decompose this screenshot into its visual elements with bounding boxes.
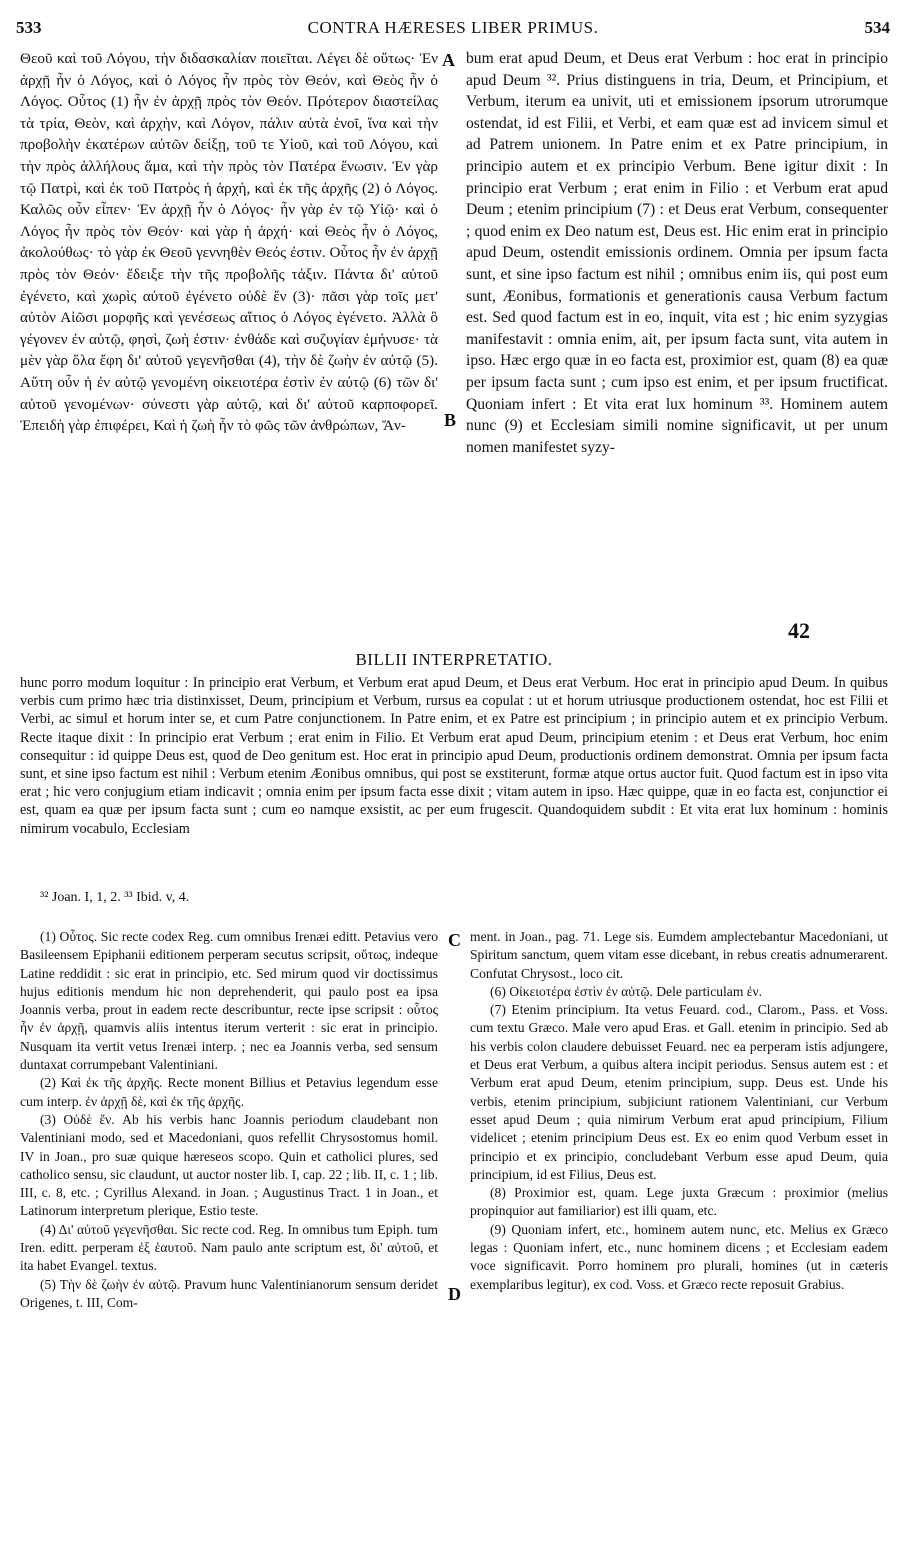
note-8: (8) Proximior est, quam. Lege juxta Græcum : proximior (melius propinquior aut familiarior) est illi quam, etc. xyxy=(470,1185,888,1219)
note-3: (3) Οὐδὲ ἕν. Ab his verbis hanc Joannis periodum claudebant non Valentiniani modo, sed et Macedoniani, quos refellit Chrysostomus homil. IV in Joan., pro suæ quique hæreseos scopo. Quin et catholici plures, sed catholico sensu, sic claudunt, ut auctor noster lib. I, cap. 22 ; lib. II, c. 1 ; lib. III, c. 8, etc. ; Cyrillus Alexand. in Joan. ; Augustinus Tract. 1 in Joan., et Latinorum interpretum plerique, Estio teste. xyxy=(20,1111,438,1219)
scripture-footnotes: ³² Joan. I, 1, 2. ³³ Ibid. v, 4. xyxy=(40,890,190,905)
note-5: (5) Τὴν δὲ ζωὴν ἐν αὐτῷ. Pravum hunc Valentinianorum sensum deridet Origenes, t. III, Com- xyxy=(20,1276,438,1310)
margin-letter-b: B xyxy=(444,410,457,430)
note-4: (4) Δι' αὐτοῦ γεγενῆσθαι. Sic recte cod. Reg. In omnibus tum Epiph. tum Iren. editt. perperam ἐξ ἑαυτοῦ. Nam paulo ante scriptum est, δι' αὐτοῦ, et ita habet Evangel. textus. xyxy=(20,1221,438,1274)
margin-letter-d: D xyxy=(448,1284,461,1304)
interpretatio-heading: BILLII INTERPRETATIO. xyxy=(355,650,553,669)
note-5-continued: ment. in Joan., pag. 71. Lege sis. Eumdem amplectebantur Macedoniani, ut Spiritum sanctum, quem vitam esse dicebant, in rebus creatis adnumerarent. Confutat Chrysost., loco cit. xyxy=(470,929,888,981)
running-title: CONTRA HÆRESES LIBER PRIMUS. xyxy=(307,18,599,37)
running-header xyxy=(16,18,890,42)
margin-letter-c: C xyxy=(448,930,461,950)
note-6: (6) Οἰκειοτέρα ἐστὶν ἐν αὐτῷ. Dele particulam ἐν. xyxy=(490,983,763,999)
margin-section-number: 42 xyxy=(788,618,810,643)
page-number-right: 534 xyxy=(864,18,890,37)
note-7: (7) Etenim principium. Ita vetus Feuard. cod., Clarom., Pass. et Voss. cum textu Græco. Male vero apud Eras. et Gall. etenim in principio. Sed ab his verbis colon claudere debuisset Feuard. nec ea perperam istis adjungere, et Deus erat Verbum, a quibus altera incipit periodus. Sensus autem est : et Verbum erat apud Deum, etenim principium, supp. Deus est. Unde his verbis, etenim principium, subjiciunt rationem Valentiniani, cur Verbum esset apud Deum ; quia nimirum Verbum erat apud principium, Filium videlicet ; etenim principium Deus est. Ex eo enim quod Verbum esset in principio et ex principio, concludebant Verbum esse apud Deum, quia principium, id est Filius, Deus est. xyxy=(470,1002,888,1182)
note-2: (2) Καὶ ἐκ τῆς ἀρχῆς. Recte monent Billius et Petavius legendum esse cum interp. ἐν ἀρχῇ δὲ, καὶ ἐκ τῆς ἀρχῆς. xyxy=(20,1075,438,1109)
greek-text-column: Θεοῦ καὶ τοῦ Λόγου, τὴν διδασκαλίαν ποιεῖται. Λέγει δὲ οὕτως· Ἐν ἀρχῇ ἦν ὁ Λόγος, καὶ ὁ Λόγος ἦν πρὸς τὸν Θεόν, καὶ Θεὸς ἦν ὁ Λόγος. Οὗτος (1) ἦν ἐν ἀρχῇ πρὸς τὸν Θεόν. Πρότερον διαστείλας τὰ τρία, Θεὸν, καὶ ἀρχὴν, καὶ Λόγον, πάλιν αὐτὰ ἑνοῖ, ἵνα καὶ τὴν προβολὴν ἑκατέρων αὐτῶν δείξῃ, τοῦ τε Υἱοῦ, καὶ τοῦ Λόγου, καὶ τὴν πρὸς ἀλλήλους ἅμα, καὶ τὴν πρὸς τὸν Πατέρα ἕνωσιν. Ἐν γὰρ τῷ Πατρὶ, καὶ ἐκ τοῦ Πατρὸς ἡ ἀρχὴ, καὶ ἐκ τῆς ἀρχῆς (2) ὁ Λόγος. Καλῶς οὖν εἶπεν· Ἐν ἀρχῇ ἦν ὁ Λόγος· ἦν γὰρ ἐν τῷ Υἱῷ· καὶ ὁ Λόγος ἦν πρὸς τὸν Θεόν· καὶ γὰρ ἡ ἀρχή· καὶ Θεὸς ἦν ὁ Λόγος, ἀκολούθως· τὸ γὰρ ἐκ Θεοῦ γεννηθὲν Θεός ἐστιν. Οὗτος ἦν ἐν ἀρχῇ πρὸς τὸν Θεόν· ἔδειξε τὴν τῆς προβολῆς τάξιν. Πάντα δι' αὐτοῦ ἐγένετο, καὶ χωρὶς αὐτοῦ ἐγένετο οὐδὲ ἕν (3)· πᾶσι γὰρ τοῖς μετ' αὐτὸν Αἰῶσι μορφῆς καὶ γενέσεως αἴτιος ὁ Λόγος ἐγένετο. Ἀλλὰ ὃ γέγονεν ἐν αὐτῷ, φησὶ, ζωὴ ἐστιν· ἐνθάδε καὶ συζυγίαν ἐμήνυσε· τὰ μὲν γὰρ ὅλα ἔφη δι' αὐτοῦ γεγενῆσθαι (4), τὴν δὲ ζωὴν ἐν αὐτῷ (5). Αὕτη οὖν ἡ ἐν αὐτῷ γενομένη οἰκειοτέρα ἐστὶν ἐν αὐτῷ (6) τῶν δι' αὐτοῦ γενομένων· σύνεστι γὰρ αὐτῷ, καὶ δι' αὐτοῦ καρποφορεῖ. Ἐπειδὴ γὰρ ἐπιφέρει, Καὶ ἡ ζωὴ ἦν τὸ φῶς τῶν ἀνθρώπων, Ἄν- xyxy=(20,50,438,435)
interpretatio-text: hunc porro modum loquitur : In principio erat Verbum, et Verbum erat apud Deum, et Deus erat Verbum. Hoc erat in principio apud Deum. In quibus verbis cum primo hæc tria distinxisset, Deum, principium et Verbum, rursus ea copulat : ut et horum utriusque productionem ostendat, hoc est Filii et Verbi, ac simul et horum inter se, et cum Patre conjunctionem. In Patre enim, et ex Patre est principium ; in principio autem et ex principio Verbum. Recte itaque dixit : In principio erat Verbum ; erat enim in Filio. Et Verbum erat apud Deum, principium etenim : et Deus erat Verbum, hoc enim consequitur : id quippe Deus est, quod de Deo genitum est. Hoc erat in principio apud Deum, productionis ordinem demonstrat. Omnia per ipsum facta sunt, et sine ipso factum est nihil : Verbum etenim Æonibus omnibus, qui post se exstiterunt, formæ atque ortus auctor fuit. Quod factum est in ipso vita erat ; hic vero conjugium etiam indicavit ; omnia enim per ipsum facta esse dixit ; vitam autem in ipso. Hæc quippe, quæ in eo facta est, conjunctior ei est, quam ea quæ per ipsum facta sunt ; cum eo namque exsistit, ac per eum frugescit. Quandoquidem subdit : Et vita erat lux hominum : hominis nimirum vocabulo, Ecclesiam xyxy=(20,675,888,837)
latin-text-column: bum erat apud Deum, et Deus erat Verbum : hoc erat in principio apud Deum ³². Prius distinguens in tria, Deum, et Principium, et Verbum, iterum ea univit, uti et emissionem ipsorum utrorumque ostendat, id est Filii, et Verbi, et eam quæ est ad invicem simul et ad Patrem unionem. In Patre enim et ex Patre principium, in principio autem et ex principio Verbum. Bene igitur dixit : In principio erat Verbum ; erat enim in Filio : et Verbum erat apud Deum ; etenim principium (7) : et Deus erat Verbum, consequenter ; quod enim ex Deo natum est, Deus est. Hic enim erat in principio apud Deum, ostendit emissionis ordinem. Omnia per ipsum facta sunt, et sine ipso factum est nihil ; omnibus enim iis, qui post eum sunt, Æonibus, formationis et generationis causa Verbum factum est. Sed quod factum est in eo, inquit, vita est ; hic enim syzygias manifestavit : omnia enim, ait, per ipsum facta sunt, vita autem in ipso. Hæc ergo quæ in eo facta est, proximior est, quam (8) ea quæ per ipsum facta sunt ; cum ipso est enim, et per ipsum fructificat. Quoniam infert : Et vita erat lux hominum ³³. Hominem autem nunc (9) et Ecclesiam simili nomine significavit, ut per unum nomen manifestet syzy- xyxy=(466,50,888,456)
page-number-left: 533 xyxy=(16,18,42,37)
note-1: (1) Οὗτος. Sic recte codex Reg. cum omnibus Irenæi editt. Petavius vero Basileensem Epiphanii editionem perperam secutus scripsit, οὕτως, indeque Latine reddidit : sic erat in principio, etc. Sed mirum quod vir doctissimus hujus editionis mendum hic non deprehenderit, qui paulo post ea ipsa Joannis verba, prout in eadem recte describuntur, recte ipse scripsit : οὗτος ἦν ἐν ἀρχῇ, quamvis aliis intentus iterum verterit : sic erat in principio. Nusquam ita vertit vetus Irenæi interp. ; nec ea Joannis verba, sed sensum duntaxat corrumpebant Valentiniani. xyxy=(20,929,438,1073)
notes-right-column xyxy=(470,928,888,1294)
note-9: (9) Quoniam infert, etc., hominem autem nunc, etc. Melius ex Græco legas : Quoniam infert, etc., nunc hominem dicens ; et Ecclesiam eadem voce significavit. Porro hominem pro plurali, homines (ut in cæteris exemplaribus legitur), ex cod. Voss. et Græco recte reposuit Grabius. xyxy=(470,1221,888,1292)
margin-letter-a: A xyxy=(442,50,455,70)
notes-left-column xyxy=(20,928,438,1312)
